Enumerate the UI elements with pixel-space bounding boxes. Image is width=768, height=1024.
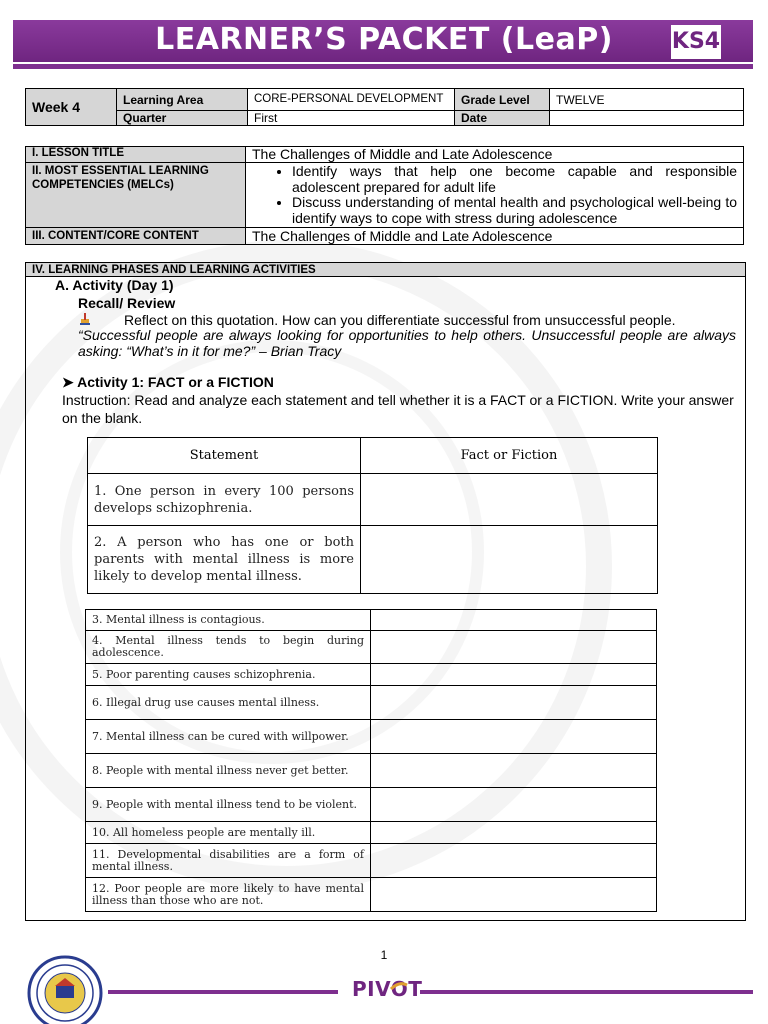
statement-cell: 12. Poor people are more likely to have mental illness than those who are not. — [86, 878, 371, 912]
statement-cell: 9. People with mental illness tend to be violent. — [86, 788, 371, 822]
quote-text: “Successful people are always looking for opportunities to help others. Unsuccessful people are always asking: “What’s in it for me?” – Brian Tracy — [78, 327, 736, 359]
info-table — [25, 88, 744, 126]
quarter-value: First — [248, 111, 455, 126]
arrow-bullet-icon: ➤ — [62, 374, 74, 390]
quarter-label: Quarter — [117, 111, 248, 126]
statement-cell: 4. Mental illness tends to begin during adolescence. — [86, 631, 371, 664]
statement-cell: 5. Poor parenting causes schizophrenia. — [86, 664, 371, 686]
pivot-logo: PIVOT — [352, 977, 423, 1001]
grade-level-value: TWELVE — [550, 89, 744, 111]
fact-fiction-header: Fact or Fiction — [361, 438, 658, 474]
answer-blank[interactable] — [371, 720, 657, 754]
reflect-instruction: Reflect on this quotation. How can you differentiate successful from unsuccessful people. — [124, 312, 676, 328]
answer-blank[interactable] — [371, 754, 657, 788]
statement-cell: 7. Mental illness can be cured with willpower. — [86, 720, 371, 754]
answer-blank[interactable] — [371, 878, 657, 912]
learning-area-value: CORE-PERSONAL DEVELOPMENT — [248, 89, 455, 111]
date-label: Date — [455, 111, 550, 126]
date-value[interactable] — [550, 111, 744, 126]
learning-phases-heading: IV. LEARNING PHASES AND LEARNING ACTIVITIES — [26, 263, 745, 277]
statement-cell: 1. One person in every 100 persons develops schizophrenia. — [88, 474, 361, 526]
activity-instruction: Instruction: Read and analyze each statement and tell whether it is a FACT or a FICTION. Write your answer on the blank. — [62, 392, 734, 426]
melcs-list — [246, 164, 737, 226]
fact-fiction-table-1 — [87, 437, 658, 594]
answer-blank[interactable] — [361, 526, 658, 594]
answer-blank[interactable] — [371, 686, 657, 720]
school-seal-icon — [26, 954, 104, 1024]
statement-header: Statement — [88, 438, 361, 474]
melcs-list-cell — [246, 163, 744, 228]
hand-pointer-icon — [78, 312, 92, 326]
answer-blank[interactable] — [371, 664, 657, 686]
lesson-title-label: I. LESSON TITLE — [26, 147, 246, 163]
lesson-table — [25, 146, 744, 245]
lesson-title-value: The Challenges of Middle and Late Adolescence — [246, 147, 744, 163]
content-value: The Challenges of Middle and Late Adolescence — [246, 228, 744, 245]
footer-line-left — [108, 990, 338, 994]
answer-blank[interactable] — [371, 844, 657, 878]
answer-blank[interactable] — [361, 474, 658, 526]
melc-item: • Discuss understanding of mental health and psychological well-being to identify ways to cope with stress during adolescence — [292, 195, 737, 226]
statement-cell: 11. Developmental disabilities are a form of mental illness. — [86, 844, 371, 878]
activity-1-heading — [62, 374, 274, 391]
grade-level-label: Grade Level — [455, 89, 550, 111]
statement-cell: 6. Illegal drug use causes mental illness. — [86, 686, 371, 720]
answer-blank[interactable] — [371, 788, 657, 822]
recall-review-heading: Recall/ Review — [78, 295, 176, 311]
melc-item: • Identify ways that help one become capable and responsible adolescent prepared for adult life — [292, 164, 737, 195]
fact-fiction-table-2 — [85, 609, 657, 912]
answer-blank[interactable] — [371, 822, 657, 844]
learning-area-label: Learning Area — [117, 89, 248, 111]
page-number: 1 — [380, 948, 388, 962]
activity-a-heading: A. Activity (Day 1) — [55, 277, 174, 293]
answer-blank[interactable] — [371, 610, 657, 631]
statement-cell: 10. All homeless people are mentally ill. — [86, 822, 371, 844]
statement-cell: 3. Mental illness is contagious. — [86, 610, 371, 631]
week-cell: Week 4 — [26, 89, 117, 126]
ks4-badge: KS4 — [671, 25, 721, 59]
activity-1-title: Activity 1: FACT or a FICTION — [77, 374, 274, 390]
melcs-label: II. MOST ESSENTIAL LEARNING COMPETENCIES (MELCs) — [26, 163, 246, 228]
answer-blank[interactable] — [371, 631, 657, 664]
statement-cell: 2. A person who has one or both parents with mental illness is more likely to develop mental illness. — [88, 526, 361, 594]
content-label: III. CONTENT/CORE CONTENT — [26, 228, 246, 245]
header-underline — [13, 64, 753, 69]
statement-cell: 8. People with mental illness never get better. — [86, 754, 371, 788]
footer-line-right — [420, 990, 753, 994]
pivot-swoosh-icon — [390, 981, 408, 991]
header-title: LEARNER’S PACKET (LeaP) — [155, 22, 613, 57]
